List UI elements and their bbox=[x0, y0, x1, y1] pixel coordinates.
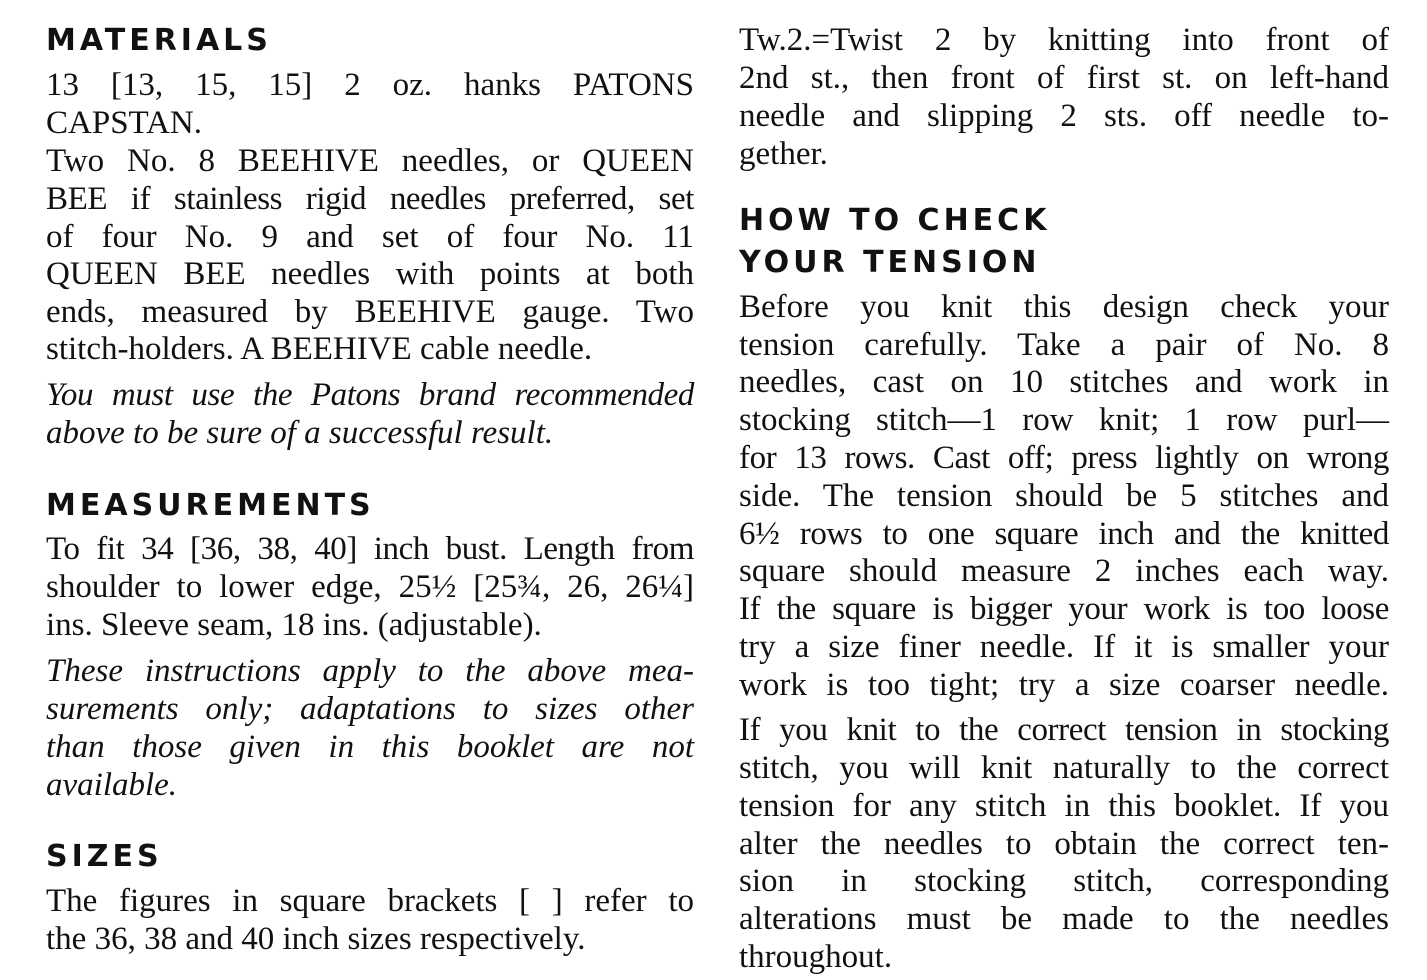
tension-line: tension carefully. Take a pair of No. 8 bbox=[739, 327, 1389, 363]
tension-line: stocking stitch—1 row knit; 1 row purl— bbox=[739, 402, 1389, 438]
tension-line: Before you knit this design check your bbox=[739, 289, 1389, 325]
sizes-heading: SIZES bbox=[46, 839, 163, 874]
tension-line: alter the needles to obtain the correct ten- bbox=[739, 826, 1389, 862]
tension-line: needles, cast on 10 stitches and work in bbox=[739, 364, 1389, 400]
tension-line: If you knit to the correct tension in stocking bbox=[739, 712, 1389, 748]
abbreviation-line: 2nd st., then front of first st. on left-hand bbox=[739, 60, 1389, 96]
materials-line: of four No. 9 and set of four No. 11 bbox=[46, 219, 694, 255]
tension-line: for 13 rows. Cast off; press lightly on wrong bbox=[739, 440, 1389, 476]
tension-line: 6½ rows to one square inch and the knitted bbox=[739, 516, 1389, 552]
tension-line: sion in stocking stitch, corresponding bbox=[739, 863, 1389, 899]
tension-line: alterations must be made to the needles bbox=[739, 901, 1389, 937]
measurements-note-line: available. bbox=[46, 767, 178, 803]
measurements-heading: MEASUREMENTS bbox=[46, 488, 375, 523]
materials-heading: MATERIALS bbox=[46, 23, 272, 58]
measurements-note-line: surements only; adaptations to sizes other bbox=[46, 691, 694, 727]
materials-line: BEE if stainless rigid needles preferred, set bbox=[46, 181, 694, 217]
abbreviation-line: Tw.2.=Twist 2 by knitting into front of bbox=[739, 22, 1389, 58]
tension-line: throughout. bbox=[739, 939, 893, 975]
sizes-line: The figures in square brackets [ ] refer to bbox=[46, 883, 694, 919]
materials-line: ends, measured by BEEHIVE gauge. Two bbox=[46, 294, 694, 330]
tension-heading-line: HOW TO CHECK bbox=[739, 203, 1051, 238]
tension-line: side. The tension should be 5 stitches and bbox=[739, 478, 1389, 514]
tension-line: try a size finer needle. If it is smaller your bbox=[739, 629, 1389, 665]
measurements-note-line: than those given in this booklet are not bbox=[46, 729, 694, 765]
tension-line: work is too tight; try a size coarser needle. bbox=[739, 667, 1389, 703]
tension-heading-line: YOUR TENSION bbox=[739, 245, 1041, 280]
measurements-line: To fit 34 [36, 38, 40] inch bust. Length from bbox=[46, 531, 694, 567]
abbreviation-line: needle and slipping 2 sts. off needle to- bbox=[739, 98, 1389, 134]
materials-line: QUEEN BEE needles with points at both bbox=[46, 256, 694, 292]
tension-line: tension for any stitch in this booklet. If you bbox=[739, 788, 1389, 824]
materials-line: Two No. 8 BEEHIVE needles, or QUEEN bbox=[46, 143, 694, 179]
materials-line: 13 [13, 15, 15] 2 oz. hanks PATONS bbox=[46, 67, 694, 103]
materials-line: CAPSTAN. bbox=[46, 105, 202, 141]
tension-line: If the square is bigger your work is too loose bbox=[739, 591, 1389, 627]
materials-note-line: above to be sure of a successful result. bbox=[46, 415, 554, 451]
measurements-line: ins. Sleeve seam, 18 ins. (adjustable). bbox=[46, 607, 542, 643]
tension-line: square should measure 2 inches each way. bbox=[739, 553, 1389, 589]
measurements-note-line: These instructions apply to the above mea- bbox=[46, 653, 694, 689]
tension-line: stitch, you will knit naturally to the correct bbox=[739, 750, 1389, 786]
sizes-line: the 36, 38 and 40 inch sizes respectively. bbox=[46, 921, 586, 957]
measurements-line: shoulder to lower edge, 25½ [25¾, 26, 26¼] bbox=[46, 569, 694, 605]
abbreviation-line: gether. bbox=[739, 136, 828, 172]
materials-line: stitch-holders. A BEEHIVE cable needle. bbox=[46, 331, 593, 367]
materials-note-line: You must use the Patons brand recommended bbox=[46, 377, 694, 413]
